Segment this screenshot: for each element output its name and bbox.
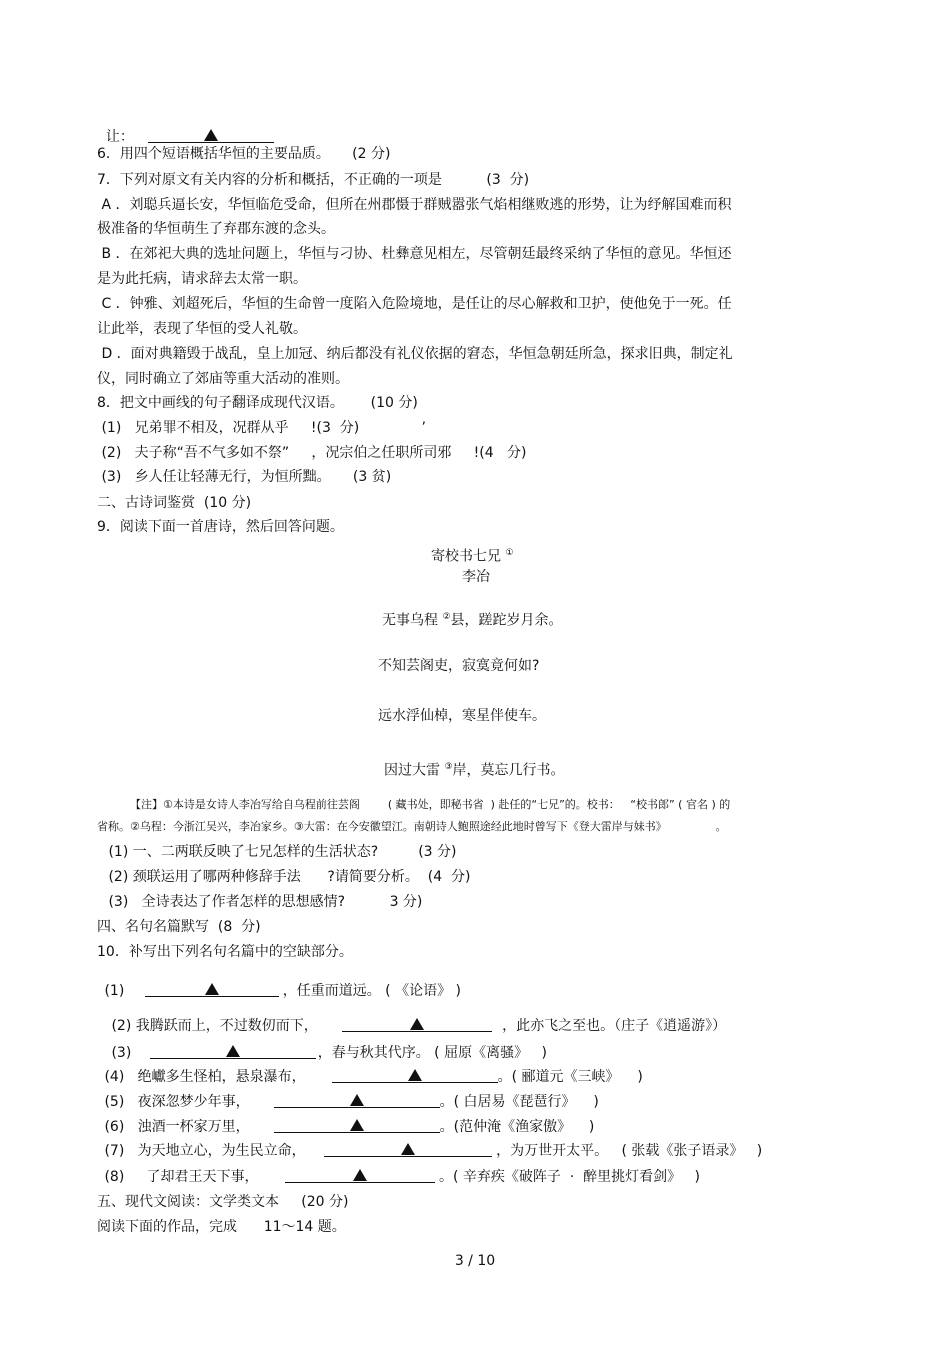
answer-blank[interactable] <box>145 982 279 997</box>
fill-item-6-prefix: (6) 浊酒一杯家万里， <box>100 1119 250 1135</box>
triangle-icon <box>204 129 218 141</box>
answer-blank[interactable] <box>285 1168 435 1183</box>
option-d-line2: 仪，同时确立了郊庙等重大活动的准则。 <box>97 371 349 387</box>
poem-line-1-a: 无事乌程 <box>382 612 443 629</box>
triangle-icon <box>410 1018 424 1030</box>
poem-title-text: 寄校书七兄 <box>431 548 501 565</box>
fill-item-7-prefix: (7) 为天地立心，为生民立命， <box>100 1143 306 1159</box>
footnote-marker: ② <box>442 612 451 622</box>
poem-line-4 <box>384 758 565 780</box>
answer-blank[interactable] <box>332 1068 498 1083</box>
page-number: 3 / 10 <box>454 1253 496 1269</box>
triangle-icon <box>226 1045 240 1057</box>
footnote-marker: ① <box>505 548 514 558</box>
fill-item-5-suffix: 。( 白居易《琵琶行》 ) <box>439 1094 599 1110</box>
question-9: 9．阅读下面一首唐诗，然后回答问题。 <box>97 519 344 535</box>
option-a-line1: A ．刘聪兵逼长安，华恒临危受命，但所在州郡慑于群贼嚣张气焰相继败逃的形势，让为纾解国难而积 <box>97 197 732 213</box>
triangle-icon <box>401 1143 415 1155</box>
section-2-heading: 二、古诗词鉴赏 (10 分) <box>97 495 252 511</box>
question-8-item-2: (2) 夫子称“吾不气多如不祭” ，况宗伯之任职所司邪 !(4 分) <box>97 445 527 461</box>
reading-instruction: 阅读下面的作品，完成 11～14 题。 <box>97 1219 346 1235</box>
fill-item-7-suffix: ，为万世开太平。 ( 张载《张子语录》 ) <box>491 1143 763 1159</box>
poem-line-4-a: 因过大雷 <box>384 762 445 779</box>
fill-item-4-suffix: 。( 郦道元《三峡》 ) <box>497 1069 643 1085</box>
fill-item-5 <box>100 1093 599 1111</box>
fill-item-6 <box>100 1118 594 1136</box>
poem-note-line1: 【注】①本诗是女诗人李冶写给自乌程前往芸阁 ( 藏书处，即秘书省 ) 赴任的“七兄”的。校书： “校书郎” ( 官名 ) 的 <box>130 798 731 811</box>
fill-item-3-suffix: ，春与秋其代序。 ( 屈原《离骚》 ) <box>317 1045 547 1061</box>
poem-note-line2: 省称。②乌程：今浙江吴兴，李冶家乡。③大雷：在今安徽望江。南朝诗人鲍照途经此地时曾写下《登大雷岸与妹书》 。 <box>97 820 727 833</box>
fill-item-2 <box>107 1017 726 1035</box>
intro-text: 让： <box>105 129 134 145</box>
question-8: 8．把文中画线的句子翻译成现代汉语。 (10 分) <box>97 395 418 411</box>
fill-item-8 <box>100 1168 700 1186</box>
triangle-icon <box>353 1169 367 1181</box>
poem-line-4-b: 岸，莫忘几行书。 <box>452 762 565 779</box>
question-10: 10．补写出下列名句名篇中的空缺部分。 <box>97 944 353 960</box>
answer-blank[interactable] <box>342 1017 492 1032</box>
poem-line-1-b: 县，蹉跎岁月余。 <box>450 612 563 629</box>
option-a-line2: 极准备的华恒萌生了弃郡东渡的念头。 <box>97 221 335 237</box>
question-9-item-1: (1) 一、二两联反映了七兄怎样的生活状态? (3 分) <box>104 844 457 860</box>
fill-item-6-suffix: 。(范仲淹《渔家傲》 ) <box>439 1119 595 1135</box>
answer-blank[interactable] <box>150 1044 316 1059</box>
fill-item-1-suffix: ，任重而道远。 ( 《论语》 ) <box>282 983 462 999</box>
triangle-icon <box>408 1069 422 1081</box>
option-c-line1: C ．钟雅、刘超死后，华恒的生命曾一度陷入危险境地，是任让的尽心解救和卫护，使他免于一死。任 <box>97 296 732 312</box>
fill-item-7 <box>100 1142 762 1160</box>
section-4-heading: 四、名句名篇默写 (8 分) <box>97 919 261 935</box>
option-b-line2: 是为此托病，请求辞去太常一职。 <box>97 271 307 287</box>
question-6: 6．用四个短语概括华恒的主要品质。 (2 分) <box>97 146 391 162</box>
answer-blank[interactable] <box>274 1118 440 1133</box>
section-5-heading: 五、现代文阅读：文学类文本 (20 分) <box>97 1194 349 1210</box>
question-7: 7．下列对原文有关内容的分析和概括，不正确的一项是 (3 分) <box>97 172 530 188</box>
fill-item-8-suffix: 。( 辛弃疾《破阵子 · 醉里挑灯看剑》 ) <box>434 1169 700 1185</box>
fill-item-3-prefix: (3) <box>107 1045 136 1061</box>
fill-item-1-prefix: (1) <box>100 983 129 999</box>
triangle-icon <box>205 983 219 995</box>
fill-item-3 <box>107 1044 547 1062</box>
option-b-line1: B ．在郊祀大典的选址问题上，华恒与刁协、杜彝意见相左，尽管朝廷最终采纳了华恒的意见。华恒还 <box>97 246 732 262</box>
poem-line-3: 远水浮仙棹，寒星伴使车。 <box>378 708 546 724</box>
poem-line-2: 不知芸阁吏，寂寞竟何如? <box>378 658 540 674</box>
fill-item-5-prefix: (5) 夜深忽梦少年事， <box>100 1094 250 1110</box>
poem-title <box>431 544 514 566</box>
question-8-item-3: (3) 乡人任让轻薄无行，为恒所黜。 (3 贫) <box>97 469 392 485</box>
question-8-item-1: (1) 兄弟罪不相及，况群从乎 !(3 分) ’ <box>97 420 426 436</box>
fill-item-1 <box>100 982 461 1000</box>
poem-author: 李冶 <box>462 569 490 585</box>
footnote-marker: ③ <box>444 762 453 772</box>
answer-blank[interactable] <box>148 128 274 143</box>
triangle-icon <box>350 1119 364 1131</box>
fill-item-4-prefix: (4) 绝巘多生怪柏，悬泉瀑布， <box>100 1069 306 1085</box>
fill-item-8-prefix: (8) 了却君王天下事， <box>100 1169 259 1185</box>
answer-line-intro <box>97 110 274 146</box>
question-9-item-2: (2) 颈联运用了哪两种修辞手法 ?请简要分析。 (4 分) <box>104 869 471 885</box>
triangle-icon <box>350 1094 364 1106</box>
question-9-item-3: (3) 全诗表达了作者怎样的思想感情? 3 分) <box>104 894 423 910</box>
option-d-line1: D ．面对典籍毁于战乱，皇上加冠、纳后都没有礼仪依据的窘态，华恒急朝廷所急，探求旧典，制定礼 <box>97 346 733 362</box>
answer-blank[interactable] <box>324 1142 492 1157</box>
fill-item-4 <box>100 1068 643 1086</box>
fill-item-2-prefix: (2) 我腾跃而上，不过数仞而下， <box>107 1018 318 1034</box>
poem-line-1 <box>382 608 563 630</box>
option-c-line2: 让此举，表现了华恒的受人礼敬。 <box>97 321 307 337</box>
fill-item-2-suffix: ，此亦飞之至也。（庄子《逍遥游》） <box>497 1018 727 1034</box>
answer-blank[interactable] <box>274 1093 440 1108</box>
